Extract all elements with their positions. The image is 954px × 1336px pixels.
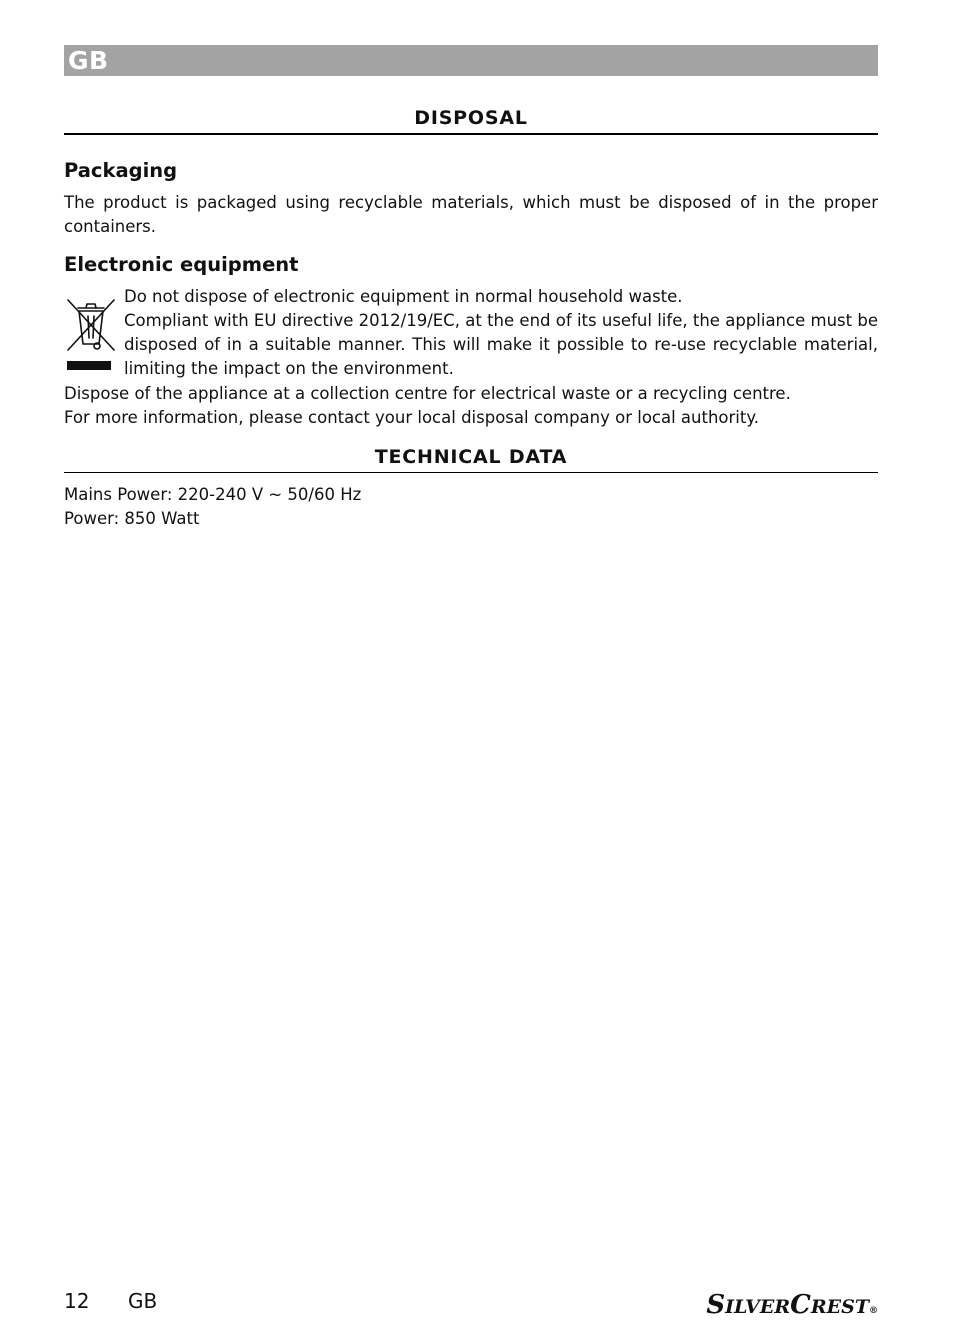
subheading-packaging: Packaging — [64, 159, 178, 182]
electronic-directive-text: Compliant with EU directive 2012/19/EC, at the end of its useful life, the appliance must be disposed of in a suitable manner. This will make it possible to re-use recyclable material, limiting the impact on the environment. — [124, 311, 878, 379]
section-title-technical-data: TECHNICAL DATA — [374, 446, 568, 468]
page-number: 12 — [64, 1289, 90, 1313]
packaging-text: The product is packaged using recyclable materials, which must be disposed of in the proper containers. — [64, 193, 878, 237]
crossed-out-wheelie-bin-icon — [64, 294, 118, 372]
language-code: GB — [68, 46, 109, 75]
electronic-collection-text: Dispose of the appliance at a collection centre for electrical waste or a recycling centre. — [64, 384, 791, 403]
section-divider — [64, 133, 878, 135]
mains-power-spec: Mains Power: 220-240 V ~ 50/60 Hz — [64, 485, 362, 504]
footer-language-code: GB — [128, 1289, 158, 1313]
section-divider — [64, 472, 878, 473]
power-spec: Power: 850 Watt — [64, 509, 200, 528]
electronic-info-text: For more information, please contact your local disposal company or local authority. — [64, 408, 760, 427]
electronic-line-household: Do not dispose of electronic equipment in normal household waste. — [124, 287, 683, 306]
subheading-electronic-equipment: Electronic equipment — [64, 253, 299, 276]
section-title-disposal: DISPOSAL — [414, 107, 528, 129]
silvercrest-logo: SILVERCREST® — [706, 1290, 878, 1320]
language-header-bar — [64, 45, 878, 76]
